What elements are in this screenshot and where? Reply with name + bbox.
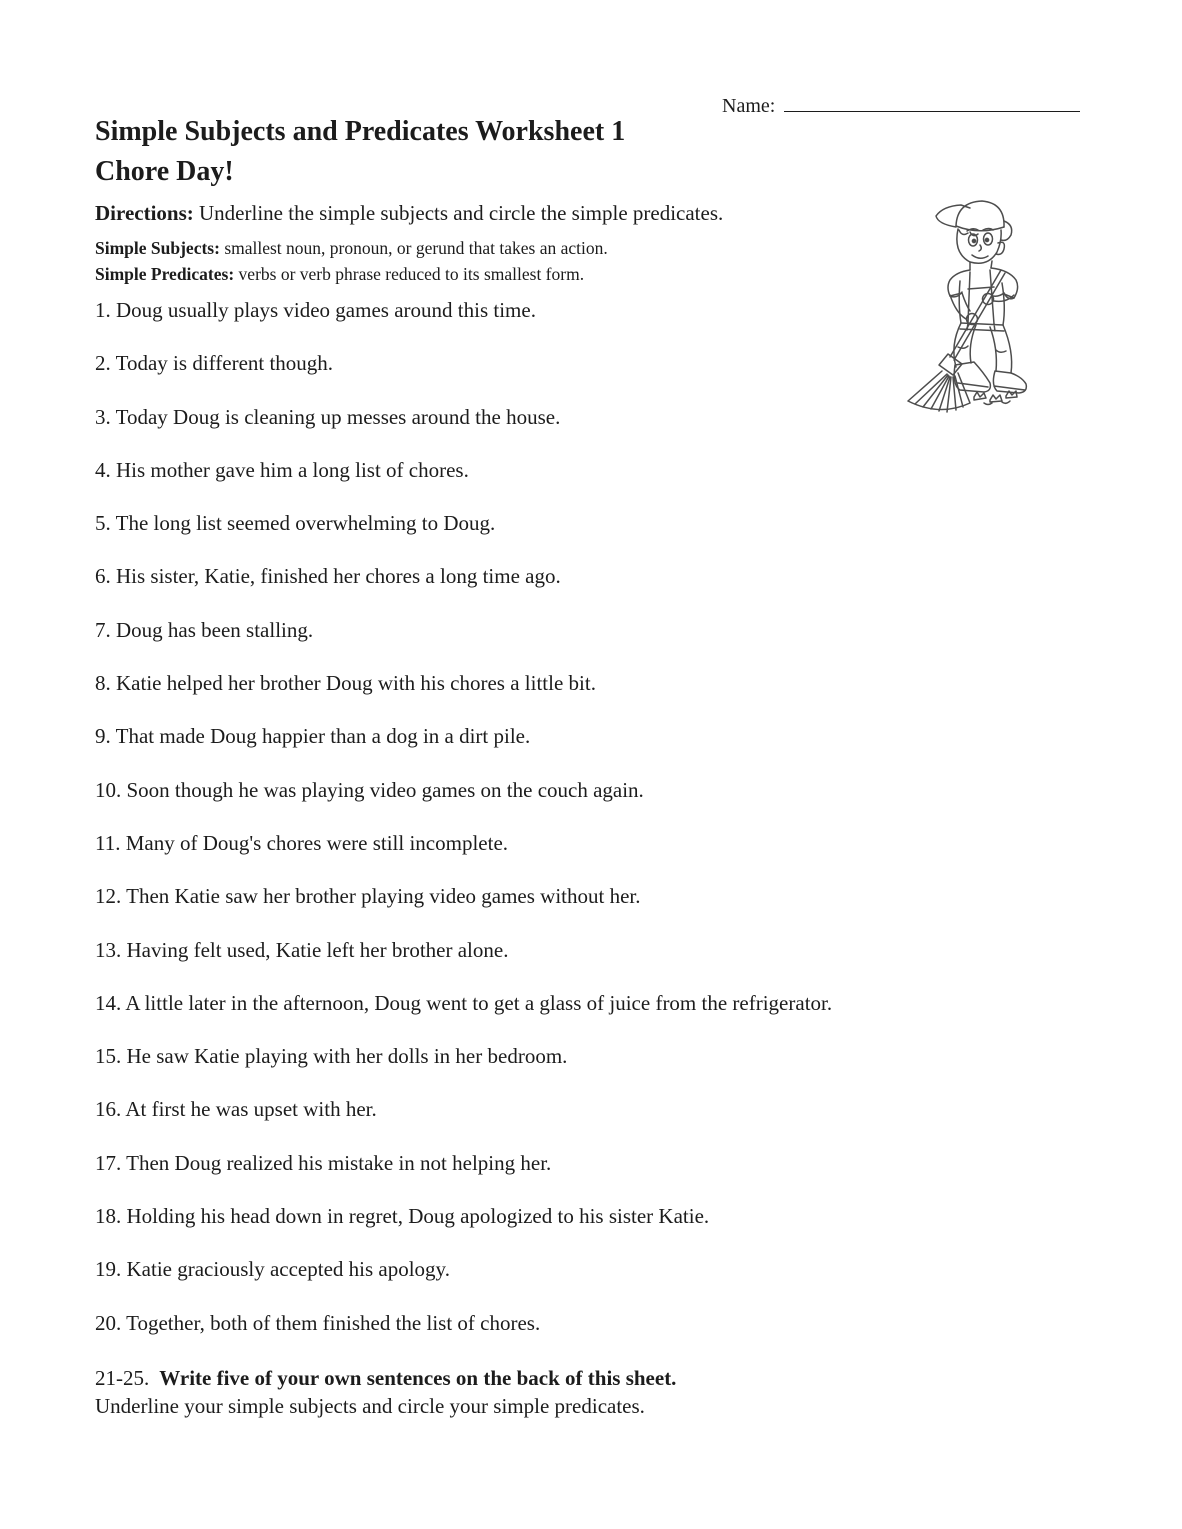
left-pupil-icon: [972, 239, 975, 242]
sentence-item-4: [95, 457, 1095, 482]
sentence-item-6: [95, 566, 1095, 587]
sentence-item-20: [95, 1310, 1095, 1335]
name-label: Name:: [722, 95, 776, 117]
sentence-item-7: [95, 617, 1095, 642]
cap-bill-icon: [936, 205, 970, 227]
sentence-number: 14.: [95, 990, 122, 1015]
footer-line-2: Underline your simple subjects and circle your simple predicates.: [95, 1394, 645, 1418]
sentence-number: 6.: [95, 564, 111, 589]
sentence-text: Katie graciously accepted his apology.: [126, 1257, 450, 1282]
sentence-number: 13.: [95, 937, 122, 962]
sentence-item-19: [95, 1259, 1095, 1280]
cap-back-hair-icon: [1001, 221, 1012, 240]
sentence-list: [95, 300, 1095, 1366]
footer-line-1: [95, 1364, 1095, 1392]
page-title: [95, 112, 625, 192]
sentence-number: 9.: [95, 724, 111, 749]
smile-icon: [972, 255, 988, 258]
sentence-number: 10.: [95, 777, 122, 802]
definition-text: smallest noun, pronoun, or gerund that takes an action.: [224, 238, 608, 258]
write-your-own-instructions: [95, 1364, 1095, 1420]
directions-text: Underline the simple subjects and circle the simple predicates.: [199, 201, 724, 225]
sentence-number: 15.: [95, 1044, 122, 1069]
sentence-number: 7.: [95, 617, 111, 642]
sentence-item-15: [95, 1046, 1095, 1067]
sentence-number: 12.: [95, 884, 122, 909]
sentence-item-14: [95, 990, 1095, 1015]
sentence-text: Today Doug is cleaning up messes around the house.: [115, 404, 561, 429]
sentence-number: 2.: [95, 351, 111, 376]
sentence-number: 18.: [95, 1204, 122, 1229]
sentence-text: The long list seemed overwhelming to Doug.: [115, 511, 496, 536]
definition-simple-predicates: [95, 261, 895, 287]
sentence-number: 16.: [95, 1097, 122, 1122]
sentence-number: 1.: [95, 298, 111, 322]
sentence-item-13: [95, 937, 1095, 962]
sentence-item-3: [95, 404, 1095, 429]
sentence-number: 5.: [95, 511, 111, 536]
name-blank-line: [784, 92, 1080, 112]
footer-bold-text: Write five of your own sentences on the back of this sheet.: [159, 1366, 677, 1390]
definition-simple-subjects: [95, 235, 895, 261]
sentence-item-1: [95, 300, 1095, 321]
question-range: 21-25.: [95, 1366, 150, 1390]
sentence-text: Soon though he was playing video games on the couch again.: [126, 777, 644, 802]
sentence-item-17: [95, 1150, 1095, 1175]
sentence-item-9: [95, 726, 1095, 747]
sentence-text: He saw Katie playing with her dolls in her bedroom.: [126, 1044, 568, 1069]
cap-edge-icon: [956, 226, 1004, 231]
nose-icon: [979, 245, 981, 251]
sentence-text: Many of Doug's chores were still incomplete.: [125, 830, 509, 855]
sentence-text: Together, both of them finished the list of chores.: [126, 1310, 541, 1335]
sentence-text: Then Doug realized his mistake in not helping her.: [126, 1150, 552, 1175]
name-field-row: [722, 92, 1080, 118]
sentence-text: Holding his head down in regret, Doug apologized to his sister Katie.: [126, 1204, 710, 1229]
definition-text: verbs or verb phrase reduced to its smallest form.: [238, 264, 585, 284]
sentence-number: 11.: [95, 830, 121, 855]
directions-label: Directions:: [95, 201, 194, 225]
sentence-number: 3.: [95, 404, 111, 429]
right-pupil-icon: [985, 238, 988, 241]
sentence-text: Katie helped her brother Doug with his chores a little bit.: [116, 671, 596, 696]
sentence-item-11: [95, 830, 1095, 855]
sentence-item-18: [95, 1206, 1095, 1227]
sentence-number: 19.: [95, 1257, 122, 1282]
title-line-1: Simple Subjects and Predicates Worksheet 1: [95, 116, 626, 147]
sentence-number: 20.: [95, 1310, 122, 1335]
sentence-text: Doug has been stalling.: [116, 617, 314, 642]
definitions: [95, 235, 895, 287]
sentence-item-10: [95, 777, 1095, 802]
directions: [95, 201, 895, 226]
sentence-item-16: [95, 1099, 1095, 1120]
sentence-number: 17.: [95, 1150, 122, 1175]
sentence-text: At first he was upset with her.: [125, 1097, 377, 1122]
sentence-number: 8.: [95, 671, 111, 696]
sentence-text: That made Doug happier than a dog in a dirt pile.: [115, 724, 531, 749]
sentence-item-12: [95, 886, 1095, 907]
sentence-text: Today is different though.: [115, 351, 334, 376]
sentence-item-2: [95, 353, 1095, 374]
definition-label: Simple Predicates:: [95, 264, 235, 284]
sentence-text: His sister, Katie, finished her chores a long time ago.: [116, 564, 561, 589]
sentence-item-5: [95, 513, 1095, 534]
title-line-2: Chore Day!: [95, 156, 234, 187]
sentence-item-8: [95, 673, 1095, 694]
sentence-text: Then Katie saw her brother playing video games without her.: [126, 884, 641, 909]
definition-label: Simple Subjects:: [95, 238, 220, 258]
sentence-text: His mother gave him a long list of chores.: [116, 457, 469, 482]
sentence-number: 4.: [95, 457, 111, 482]
cap-crown-icon: [956, 201, 1004, 227]
sentence-text: A little later in the afternoon, Doug went to get a glass of juice from the refrigerator.: [125, 990, 833, 1015]
sentence-text: Doug usually plays video games around this time.: [116, 298, 536, 322]
sentence-text: Having felt used, Katie left her brother alone.: [126, 937, 509, 962]
